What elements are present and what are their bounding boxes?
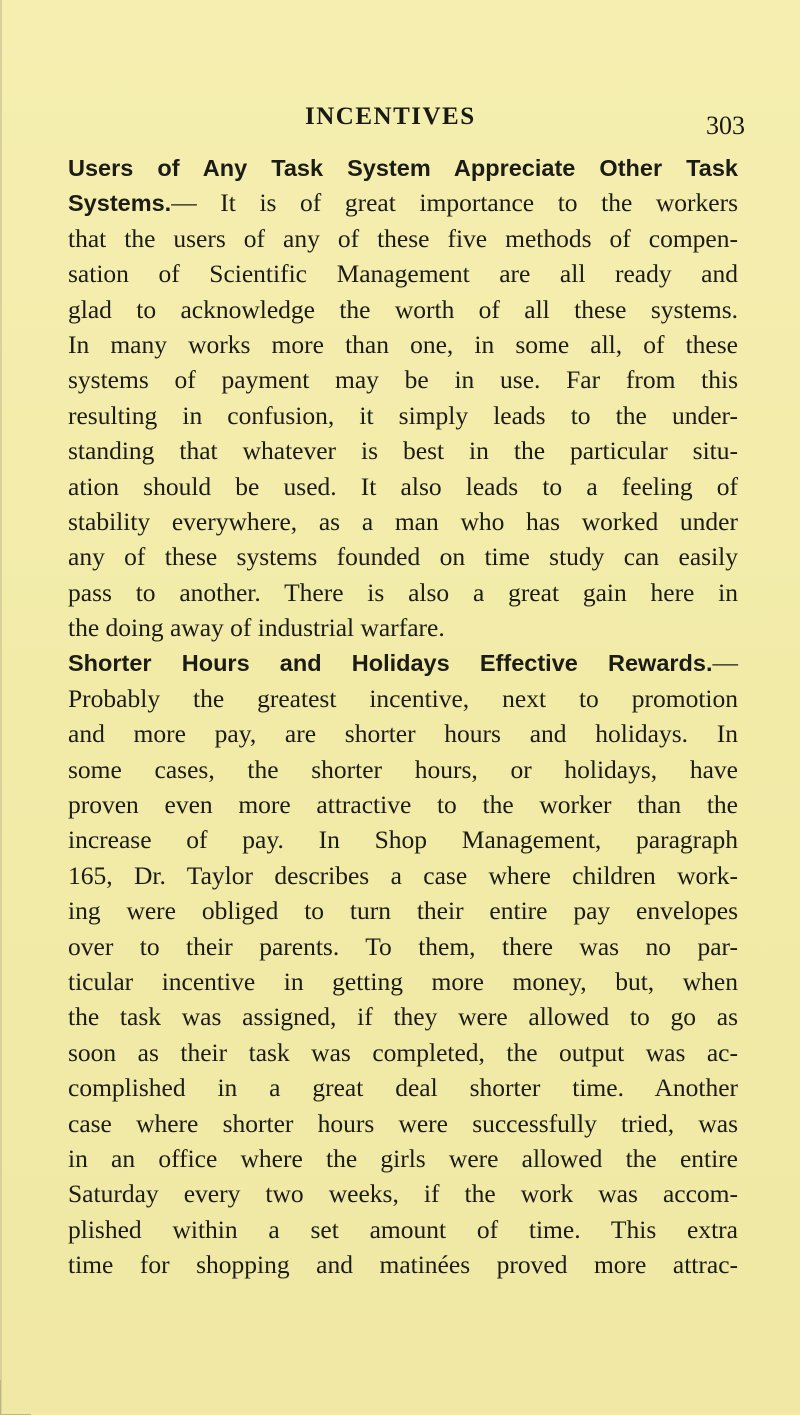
section-heading: Systems. [68,190,172,217]
line-text: the task was assigned, if they were allowed to go as [68,1002,738,1032]
paragraph-line [68,256,738,291]
paragraph-line [68,858,738,893]
paragraph-line [68,787,738,822]
line-text: time for shopping and matinées proved more attrac- [68,1250,738,1280]
paragraph-line [68,504,738,539]
paragraph-line [68,964,738,999]
line-text: soon as their task was completed, the output was ac- [68,1037,738,1067]
line-text: plished within a set amount of time. This extra [68,1214,738,1244]
page-number: 303 [706,111,745,140]
paragraph-line [68,893,738,928]
line-text: case where shorter hours were successfully tried, was [68,1108,738,1138]
line-text: resulting in confusion, it simply leads to the under- [68,400,738,430]
paragraph-line [68,1141,738,1176]
paragraph-line-with-heading [68,185,738,220]
page-gutter-edge [0,0,2,1414]
line-text: proven even more attractive to the worker than the [68,790,738,820]
line-text: pass to another. There is also a great gain here in [68,577,738,607]
paragraph-line [68,1070,738,1105]
body-text [68,150,738,1283]
section-heading: Users of Any Task System Appreciate Other Task [68,155,738,181]
line-text: stability everywhere, as a man who has worked under [68,506,738,536]
paragraph-line [68,433,738,468]
paragraph-line [68,1247,738,1282]
section-heading: Shorter Hours and Holidays Effective Rewards. [68,650,713,677]
paragraph-line [68,398,738,433]
line-text: over to their parents. To them, there was no par- [68,931,738,961]
line-text: — [712,648,738,678]
paragraph-line [68,469,738,504]
paragraph-line [68,610,738,645]
paragraph-line [68,822,738,857]
paragraph-line-with-heading [68,645,738,680]
paragraph-line [68,716,738,751]
paragraph-line [68,539,738,574]
line-text: in an office where the girls were allowed the entire [68,1143,738,1173]
page-corner-mark [0,1380,31,1415]
line-text: glad to acknowledge the worth of all these systems. [68,294,738,324]
line-text: increase of pay. In Shop Management, paragraph [68,825,738,855]
paragraph-line-with-heading [68,150,738,185]
paragraph-line [68,1212,738,1247]
paragraph-line [68,327,738,362]
line-text: Saturday every two weeks, if the work was accom- [68,1179,738,1209]
paragraph-line [68,1176,738,1211]
line-text: complished in a great deal shorter time. Another [68,1073,738,1103]
paragraph-line [68,929,738,964]
running-title: INCENTIVES [305,103,476,130]
paragraph-line [68,752,738,787]
line-text: sation of Scientific Management are all ready and [68,259,738,289]
line-text: ation should be used. It also leads to a feeling of [68,471,738,501]
paragraph-line [68,575,738,610]
paragraph-line [68,292,738,327]
paragraph-line [68,362,738,397]
paragraph-line [68,1035,738,1070]
line-text: ticular incentive in getting more money, but, when [68,966,738,996]
running-head [0,103,800,143]
line-text: some cases, the shorter hours, or holidays, have [68,754,738,784]
paragraph-line [68,681,738,716]
line-text: systems of payment may be in use. Far from this [68,365,738,395]
line-text: and more pay, are shorter hours and holidays. In [68,719,738,749]
line-text: the doing away of industrial warfare. [68,613,445,643]
line-text: standing that whatever is best in the particular situ- [68,436,738,466]
paragraph-line [68,221,738,256]
paragraph-line [68,999,738,1034]
line-text: 165, Dr. Taylor describes a case where children work- [68,860,738,890]
line-text: that the users of any of these five methods of compen- [68,223,738,253]
line-text: — It is of great importance to the workers [171,188,738,218]
line-text: any of these systems founded on time study can easily [68,542,738,572]
line-text: In many works more than one, in some all, of these [68,329,738,359]
line-text: Probably the greatest incentive, next to promotion [68,683,738,713]
line-text: ing were obliged to turn their entire pay envelopes [68,896,738,926]
paragraph-line [68,1106,738,1141]
